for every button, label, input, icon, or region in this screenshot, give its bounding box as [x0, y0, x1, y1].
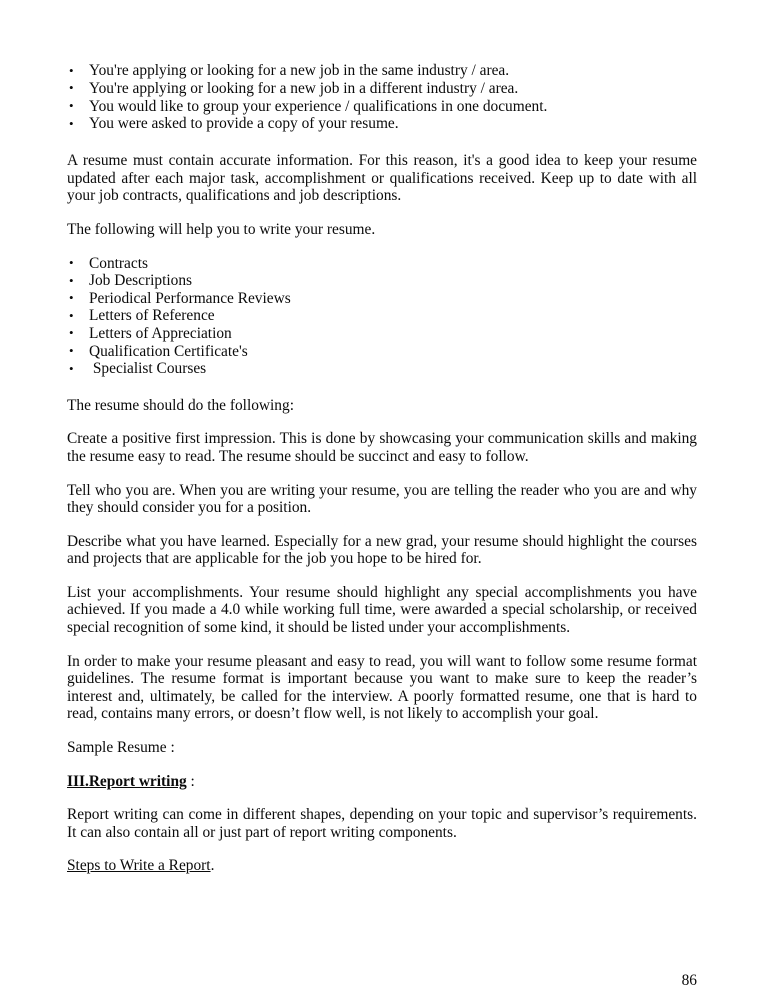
list-item: • Periodical Performance Reviews	[67, 290, 697, 307]
paragraph-list-accomplishments: List your accomplishments. Your resume should highlight any special accomplishments you have achieved. If you made a 4.0 while working full time, were awarded a special scholarship, or received special recognition of some kind, it should be listed under your accomplishments.	[67, 583, 697, 637]
spacer	[67, 637, 697, 653]
paragraph-format-guidelines: In order to make your resume pleasant and easy to read, you will want to follow some resume format guidelines. The resume format is important because you want to make sure to keep the reader’s interest and, ultimately, be called for the interview. A poorly formatted resume, one that is hard to read, contains many errors, or doesn’t flow well, is not likely to accomplish your goal.	[67, 652, 697, 723]
list-item: • You're applying or looking for a new job in the same industry / area.	[67, 62, 697, 79]
spacer	[67, 723, 697, 739]
paragraph-positive-impression: Create a positive first impression. This is done by showcasing your communication skills and making the resume easy to read. The resume should be succinct and easy to follow.	[67, 430, 697, 465]
paragraph-report-writing-body: Report writing can come in different shapes, depending on your topic and supervisor’s requirements. It can also contain all or just part of report writing components.	[67, 806, 697, 841]
steps-to-write-period: .	[210, 857, 215, 875]
documents-bullet-list	[67, 255, 697, 378]
spacer	[67, 239, 697, 255]
list-item: • Contracts	[67, 255, 697, 272]
heading-report-writing-label: III.Report writing	[67, 772, 187, 790]
paragraph-describe-learned: Describe what you have learned. Especially for a new grad, your resume should highlight the courses and projects that are applicable for the job you hope to be hired for.	[67, 532, 697, 568]
spacer	[67, 466, 697, 482]
list-item: • Qualification Certificate's	[67, 343, 697, 360]
spacer	[67, 517, 697, 533]
heading-report-writing-colon: :	[186, 772, 195, 790]
spacer	[67, 414, 697, 430]
spacer	[67, 568, 697, 584]
steps-to-write-label: Steps to Write a Report	[67, 857, 211, 875]
paragraph-resume-should: The resume should do the following:	[67, 396, 294, 414]
spacer	[67, 205, 697, 221]
spacer	[67, 133, 697, 152]
list-item: • You would like to group your experience / qualifications in one document.	[67, 98, 697, 115]
paragraph-following-help: The following will help you to write your resume.	[67, 220, 376, 238]
reasons-bullet-list	[67, 62, 697, 133]
list-item: • Letters of Reference	[67, 307, 697, 324]
spacer	[67, 841, 697, 857]
page-number: 86	[681, 972, 697, 989]
paragraph-accurate-information: A resume must contain accurate information. For this reason, it's a good idea to keep your resume updated after each major task, accomplishment or qualifications received. Keep up to date with all your job contracts, qualifications and job descriptions.	[67, 152, 697, 205]
page-content	[67, 62, 697, 989]
list-item: • You're applying or looking for a new job in a different industry / area.	[67, 80, 697, 97]
list-item: • You were asked to provide a copy of your resume.	[67, 115, 697, 132]
heading-report-writing	[67, 773, 697, 791]
list-item: • Specialist Courses	[67, 360, 697, 377]
list-item: • Job Descriptions	[67, 272, 697, 289]
paragraph-sample-resume: Sample Resume :	[67, 739, 175, 757]
spacer	[67, 757, 697, 773]
spacer	[67, 790, 697, 806]
list-item: • Letters of Appreciation	[67, 325, 697, 342]
paragraph-tell-who-you-are: Tell who you are. When you are writing your resume, you are telling the reader who you are and why they should consider you for a position.	[67, 481, 697, 517]
spacer	[67, 378, 697, 397]
heading-steps-to-write-a-report	[67, 857, 697, 875]
